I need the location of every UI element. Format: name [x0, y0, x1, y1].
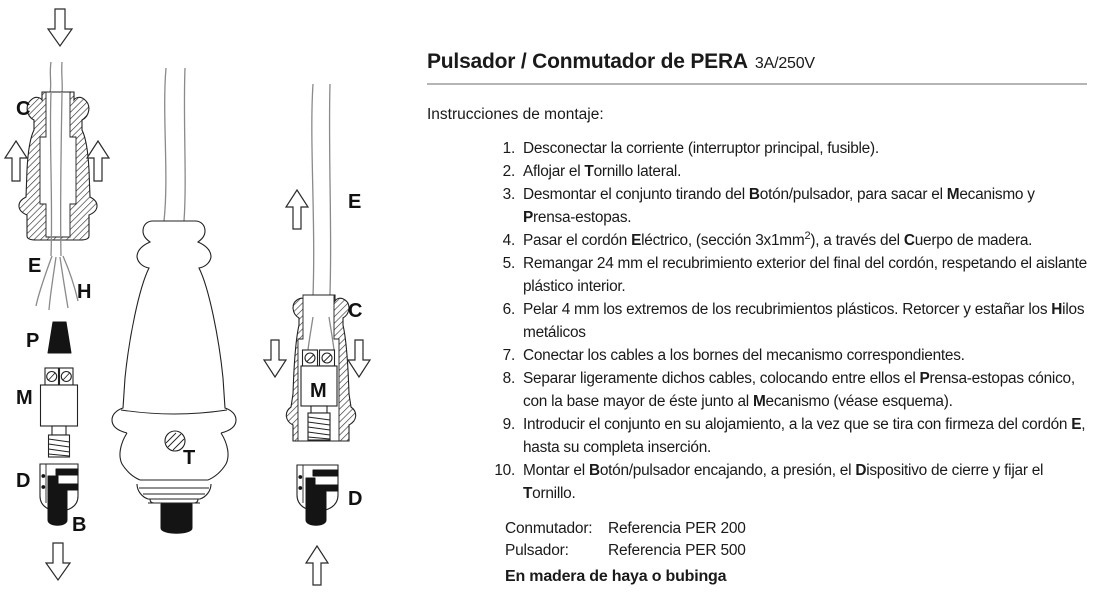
cap-stripe [56, 484, 78, 490]
pear-body-view [112, 68, 236, 533]
cap-stripe [313, 470, 338, 476]
instruction-text: 2 [804, 229, 811, 242]
reference-row [505, 518, 1087, 540]
instruction-text: B [588, 462, 600, 479]
instruction-text: Pelar 4 mm los extremos de los recubrimientos plásticos. Retorcer y estañar los [523, 301, 1052, 318]
instruction-item [427, 413, 1087, 459]
instruction-item [427, 183, 1087, 229]
title-text: Pulsador / Conmutador de PERA [427, 50, 748, 73]
instruction-text: Desmontar el conjunto tirando del [523, 186, 749, 203]
reference-label: Pulsador: [505, 542, 569, 559]
instruction-text: Remangar 24 mm el recubrimiento exterior del final del cordón, respetando el aislante plástico interior. [523, 255, 1087, 295]
arrow-up-icon [306, 546, 328, 585]
exploded-diagram [0, 0, 420, 600]
instruction-text: otón/pulsador, para sacar el [759, 186, 947, 203]
instruction-number: 7. [502, 347, 515, 364]
instruction-text: E [631, 232, 642, 249]
instruction-text: T [584, 163, 594, 180]
instruction-text: Conectar los cables a los bornes del mecanismo correspondientes. [523, 347, 965, 364]
instruction-number: 8. [502, 370, 515, 387]
arrow-down-icon [48, 9, 72, 46]
cable-line [164, 68, 166, 221]
intro-text: Instrucciones de montaje: [427, 106, 604, 123]
instruction-text: ), a través del [810, 232, 904, 249]
instruction-text: Pasar el cordón [523, 232, 632, 249]
label-closure: D [16, 470, 31, 492]
instruction-text: Aflojar el [523, 163, 585, 180]
cable-line [312, 84, 314, 317]
instruction-item [427, 252, 1087, 298]
pear-body-outline [112, 221, 236, 433]
instruction-number: 2. [502, 163, 515, 180]
reference-row [505, 540, 1087, 562]
instruction-text: M [946, 186, 960, 203]
instruction-text: C [903, 232, 915, 249]
cable-line [50, 62, 51, 93]
instruction-item [427, 344, 1087, 367]
arrow-up-icon [286, 190, 308, 229]
instruction-text: M [752, 393, 766, 410]
instruction-text: , hasta su completa inserción. [523, 416, 1086, 456]
references [505, 518, 1087, 562]
instruction-text: D [855, 462, 867, 479]
cable-line [62, 62, 63, 93]
instruction-text: ispositivo de cierre y fijar el [866, 462, 1044, 479]
instruction-item [427, 367, 1087, 413]
instruction-text: Desconectar la corriente (interruptor principal, fusible). [523, 140, 879, 157]
threaded-stud [49, 435, 70, 457]
label-mechanism: M [16, 387, 33, 409]
skirt-line [121, 410, 227, 414]
instruction-number: 5. [502, 255, 515, 272]
mechanism-neck [311, 406, 327, 413]
arrow-up-icon [87, 141, 109, 181]
cap-hole [299, 476, 302, 479]
instruction-number: 9. [502, 416, 515, 433]
label-button: B [72, 514, 87, 536]
label-mechanism: M [310, 380, 327, 402]
arrow-down-icon [46, 543, 70, 580]
cap-hole [42, 475, 45, 478]
cone-gland [48, 322, 71, 353]
rating-text: 3A/250V [754, 55, 815, 72]
push-button [161, 504, 192, 533]
instruction-number: 10. [494, 462, 515, 479]
label-cord: E [28, 255, 42, 277]
label-gland: P [26, 330, 40, 352]
instruction-text: ecanismo y [959, 186, 1035, 203]
instruction-text: Montar el [523, 462, 589, 479]
instruction-text: ilos metálicos [523, 301, 1085, 341]
instruction-text: Separar ligeramente dichos cables, colocando entre ellos el [523, 370, 920, 387]
arrow-down-icon [348, 340, 370, 377]
instruction-text: T [523, 485, 533, 502]
title-rule [427, 83, 1087, 85]
label-wood-body: C [348, 300, 363, 322]
instruction-text: ornillo lateral. [593, 163, 682, 180]
label-cord: E [348, 191, 362, 213]
page-title [427, 50, 1087, 74]
instruction-item [427, 137, 1087, 160]
instruction-text: léctrico, (sección 3x1mm [641, 232, 805, 249]
instruction-number: 3. [502, 186, 515, 203]
arrow-up-icon [5, 141, 27, 181]
instruction-text: E [1071, 416, 1082, 433]
instruction-item [427, 298, 1087, 344]
mechanism-body [41, 385, 78, 426]
label-wood-body: C [16, 98, 31, 120]
cap-stripe [56, 469, 78, 475]
instruction-item [427, 459, 1087, 505]
instruction-number: 4. [502, 232, 515, 249]
instruction-number: 1. [502, 140, 515, 157]
instruction-text: ecanismo (véase esquema). [765, 393, 953, 410]
cap-hole [42, 486, 45, 489]
cable-line [184, 68, 185, 221]
instruction-text: ornillo. [532, 485, 576, 502]
instruction-text: rensa-estopas. [533, 209, 632, 226]
instruction-item [427, 229, 1087, 252]
rib-band [137, 480, 211, 503]
instruction-text: Introducir el conjunto en su alojamiento, a la vez que se tira con firmeza del cordón [523, 416, 1072, 433]
reference-label: Conmutador: [505, 520, 593, 537]
instruction-text: B [748, 186, 760, 203]
instruction-text: P [919, 370, 930, 387]
arrow-down-icon [264, 340, 286, 377]
label-screw: T [183, 447, 196, 469]
label-closure: D [348, 488, 363, 510]
reference-value: Referencia PER 200 [608, 520, 746, 537]
instruction-text: H [1051, 301, 1063, 318]
instruction-number: 6. [502, 301, 515, 318]
left-exploded-view [5, 9, 109, 580]
splayed-wire [49, 257, 56, 310]
instruction-text: uerpo de madera. [914, 232, 1033, 249]
label-wires: H [77, 281, 92, 303]
instruction-text: rensa-estopas cónico, con la base mayor de éste junto al [523, 370, 1075, 410]
right-assembly-view [264, 84, 370, 585]
content-column [427, 0, 1087, 586]
instruction-item [427, 160, 1087, 183]
cable-line [329, 84, 331, 317]
reference-value: Referencia PER 500 [608, 542, 746, 559]
instructions-list [427, 137, 1087, 505]
cap-hole [299, 487, 302, 490]
material-note: En madera de haya o bubinga [505, 568, 727, 585]
instruction-text: P [523, 209, 534, 226]
mechanism-neck [52, 426, 66, 435]
cap-stripe [313, 485, 338, 491]
instruction-text: otón/pulsador encajando, a presión, el [599, 462, 856, 479]
